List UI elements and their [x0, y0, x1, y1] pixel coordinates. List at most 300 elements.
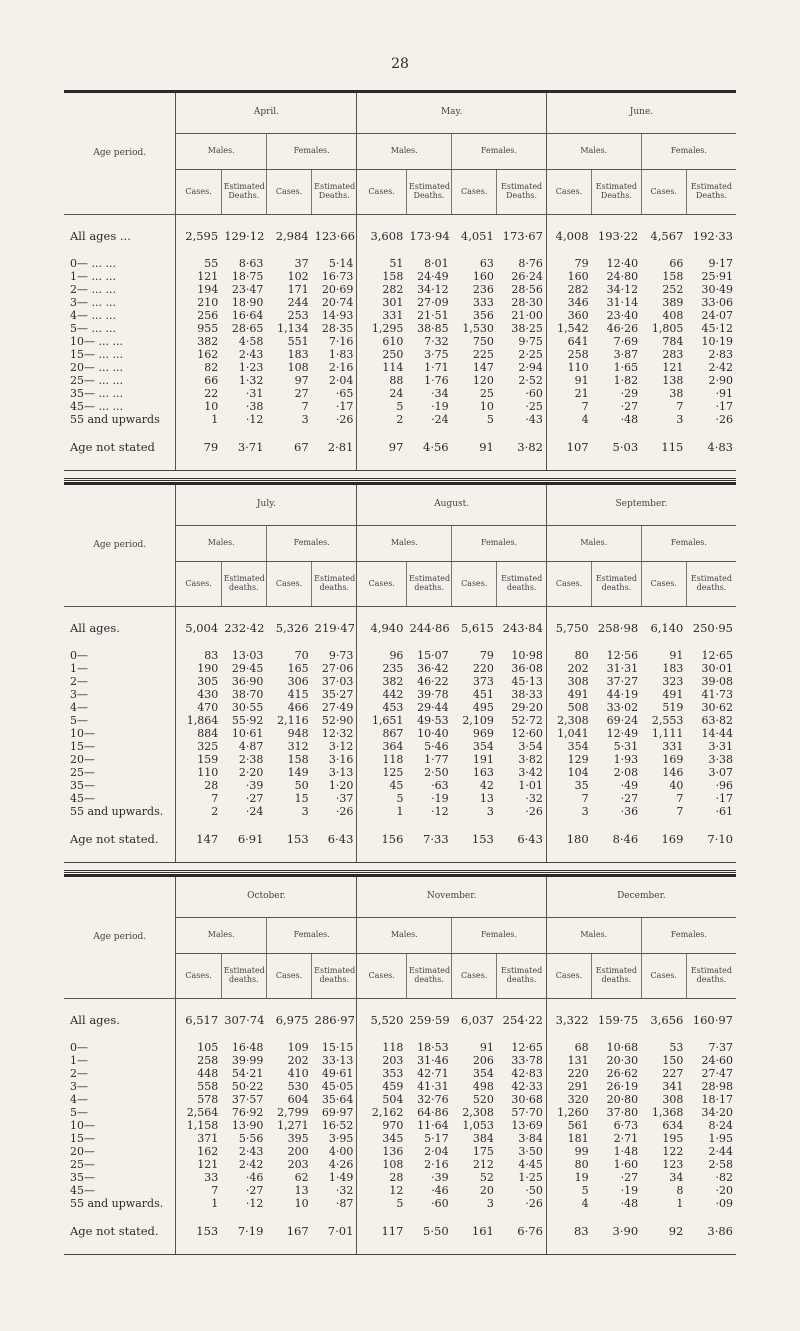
month-header: August. [357, 484, 547, 526]
table-cell: 28·35 [321, 322, 354, 335]
table-cell: 203 [287, 1158, 309, 1171]
table-cell: 105 [176, 1041, 221, 1054]
estimated-deaths-header: Estimated deaths. [406, 954, 451, 999]
table-cell: 202 [546, 662, 591, 675]
table-cell: ·29 [620, 387, 639, 400]
table-cell: 63·82 [701, 714, 733, 727]
table-row [64, 1093, 736, 1106]
table-cell: 45 [357, 779, 407, 792]
table-cell: 125 [357, 766, 407, 779]
table-cell: 1,134 [277, 322, 309, 335]
table-row [64, 257, 736, 270]
month-header: November. [357, 876, 547, 918]
table-cell: ·60 [525, 387, 543, 400]
table-cell: 31·31 [606, 662, 639, 675]
table-cell: 13 [294, 1184, 309, 1197]
table-cell: ·27 [245, 792, 264, 805]
table-cell: 44·19 [606, 688, 639, 701]
table-cell: 20·69 [321, 283, 354, 296]
table-cell: 25 [479, 387, 494, 400]
table-cell: ·50 [525, 1184, 543, 1197]
age-label: 3— [70, 1080, 88, 1093]
table-cell: 6,517 [176, 1011, 221, 1029]
table-row [64, 792, 736, 805]
table-cell: ·96 [715, 779, 733, 792]
table-cell: 183 [287, 348, 309, 361]
table-cell: 6,037 [460, 1012, 494, 1027]
table-cell: 24 [357, 387, 407, 400]
table-cell: 136 [357, 1145, 407, 1158]
table-cell: 33·13 [321, 1054, 354, 1067]
table-cell: 160·97 [692, 1012, 733, 1027]
table-cell: ·61 [715, 805, 733, 818]
table-cell: ·82 [715, 1171, 733, 1184]
table-cell: 325 [176, 740, 221, 753]
table-cell: 121 [176, 1158, 221, 1171]
table-cell: 173·94 [409, 228, 450, 243]
table-row [64, 727, 736, 740]
table-cell: 8·46 [612, 831, 639, 846]
table-cell: 173·67 [502, 228, 543, 243]
table-cell: 91 [479, 1041, 494, 1054]
table-row [64, 374, 736, 387]
table-cell: ·26 [525, 805, 543, 818]
table-cell: 5,326 [275, 620, 309, 635]
table-cell: 10 [294, 1197, 309, 1210]
age-label: 1— [70, 662, 88, 675]
table-cell: 38·25 [511, 322, 543, 335]
table-cell: 382 [176, 335, 221, 348]
table-cell: 2·81 [327, 439, 354, 454]
table-cell: 354 [546, 740, 591, 753]
table-cell: 10·40 [417, 727, 449, 740]
estimated-deaths-header: Estimated Deaths. [406, 170, 451, 215]
age-label: 55 and upwards. [70, 805, 164, 818]
table-cell: 3·13 [328, 766, 354, 779]
table-cell: 8·63 [238, 257, 264, 270]
age-label: 3— [70, 688, 88, 701]
table-row [64, 1197, 736, 1210]
table-cell: ·27 [620, 400, 639, 413]
table-row [64, 1106, 736, 1119]
table-cell: 4·26 [328, 1158, 354, 1171]
table-cell: 54·21 [231, 1067, 264, 1080]
table-cell: ·49 [620, 779, 639, 792]
table-cell: 160 [546, 270, 591, 283]
table-cell: 88 [357, 374, 407, 387]
table-cell: 181 [546, 1132, 591, 1145]
table-cell: 146 [662, 766, 684, 779]
estimated-deaths-header: Estimated Deaths. [686, 170, 736, 215]
table-cell: 4 [546, 413, 591, 426]
age-label: 35— ... ... [70, 387, 123, 400]
table-cell: 384 [472, 1132, 494, 1145]
table-cell: 11·64 [417, 1119, 449, 1132]
table-cell: 79 [479, 649, 494, 662]
table-cell: 8·01 [424, 257, 449, 270]
table-cell: 2,162 [357, 1106, 407, 1119]
table-cell: 2·90 [708, 374, 733, 387]
age-label: 4— [70, 701, 88, 714]
table-cell: 9·17 [708, 257, 733, 270]
table-cell: ·12 [245, 1197, 264, 1210]
table-cell: 41·31 [417, 1080, 449, 1093]
table-cell: 232·42 [224, 620, 265, 635]
table-cell: 4·00 [328, 1145, 354, 1158]
table-cell: 286·97 [314, 1012, 355, 1027]
table-cell: 3 [301, 413, 309, 426]
table-cell: 3·90 [612, 1223, 639, 1238]
table-cell: 2,308 [462, 1106, 494, 1119]
table-cell: 150 [662, 1054, 684, 1067]
age-label: 20— [70, 1145, 95, 1158]
table-cell: ·60 [431, 1197, 449, 1210]
table-cell: 2,553 [651, 714, 684, 727]
table-cell: 160 [472, 270, 494, 283]
cases-header: Cases. [546, 562, 591, 607]
table-cell: 42 [479, 779, 494, 792]
age-label: Age not stated. [70, 831, 159, 846]
table-cell: 26·62 [606, 1067, 639, 1080]
table-cell: 3·50 [518, 1145, 543, 1158]
estimated-deaths-header: Estimated deaths. [497, 562, 547, 607]
table-cell: 3·71 [237, 439, 264, 454]
table-cell: 578 [176, 1093, 221, 1106]
table-cell: 79 [546, 257, 591, 270]
table-cell: 256 [176, 309, 221, 322]
table-cell: 91 [546, 374, 591, 387]
table-cell: 2·04 [328, 374, 354, 387]
table-cell: 3·95 [328, 1132, 354, 1145]
table-cell: 49·53 [417, 714, 449, 727]
age-label: 35— [70, 779, 95, 792]
age-label: 25— ... ... [70, 374, 123, 387]
table-cell: 12·49 [606, 727, 639, 740]
table-cell: 20 [479, 1184, 494, 1197]
table-cell: 2·25 [518, 348, 543, 361]
table-cell: 20·30 [606, 1054, 639, 1067]
table-cell: 470 [176, 701, 221, 714]
month-header: December. [546, 876, 736, 918]
table-cell: 1,368 [651, 1106, 684, 1119]
month-header: September. [546, 484, 736, 526]
table-cell: 410 [287, 1067, 309, 1080]
age-label: All ages ... [70, 228, 131, 243]
table-cell: 354 [472, 1067, 494, 1080]
cases-header: Cases. [266, 170, 311, 215]
mortality-table [64, 482, 736, 863]
table-cell: 333 [472, 296, 494, 309]
table-cell: 360 [546, 309, 591, 322]
table-cell: 2·16 [328, 361, 354, 374]
age-label: 4— [70, 1093, 88, 1106]
table-cell: 131 [546, 1054, 591, 1067]
table-cell: 16·64 [231, 309, 264, 322]
table-cell: ·32 [525, 792, 543, 805]
table-cell: 356 [472, 309, 494, 322]
table-cell: 235 [357, 662, 407, 675]
table-cell: 153 [286, 831, 309, 846]
table-cell: 259·59 [409, 1012, 450, 1027]
table-cell: ·37 [335, 792, 354, 805]
table-cell: 147 [176, 830, 221, 848]
table-cell: 34·12 [606, 283, 639, 296]
table-cell: 784 [662, 335, 684, 348]
estimated-deaths-header: Estimated deaths. [686, 954, 736, 999]
estimated-deaths-header: Estimated deaths. [221, 954, 266, 999]
table-cell: 884 [176, 727, 221, 740]
table-row [64, 438, 736, 456]
table-cell: 18·53 [417, 1041, 449, 1054]
table-cell: 2·38 [238, 753, 264, 766]
table-july-september [64, 482, 736, 863]
table-cell: 3 [546, 805, 591, 818]
table-cell: 194 [176, 283, 221, 296]
table-cell: 3·84 [518, 1132, 543, 1145]
table-cell: 3·54 [518, 740, 543, 753]
table-cell: 14·44 [701, 727, 733, 740]
table-cell: ·24 [245, 805, 264, 818]
males-header: Males. [357, 918, 452, 954]
table-row [64, 361, 736, 374]
mortality-table [64, 90, 736, 471]
table-cell: 82 [176, 361, 221, 374]
age-label: 15— [70, 740, 95, 753]
table-cell: ·46 [431, 1184, 449, 1197]
table-cell: 382 [357, 675, 407, 688]
table-cell: ·12 [245, 413, 264, 426]
age-label: 25— [70, 1158, 95, 1171]
table-cell: 153 [176, 1222, 221, 1240]
table-cell: 415 [287, 688, 309, 701]
table-cell: 129·12 [224, 228, 265, 243]
table-cell: 167 [286, 1223, 309, 1238]
table-cell: 27 [294, 387, 309, 400]
section-divider [64, 870, 736, 873]
table-cell: 2·08 [613, 766, 639, 779]
table-cell: 220 [472, 662, 494, 675]
table-cell: 969 [472, 727, 494, 740]
age-period-header: Age period. [64, 876, 176, 999]
table-cell: 203 [357, 1054, 407, 1067]
age-label: 55 and upwards [70, 413, 160, 426]
females-header: Females. [452, 526, 547, 562]
table-cell: 6·43 [327, 831, 354, 846]
table-cell: 7 [676, 805, 684, 818]
table-cell: 37·57 [231, 1093, 264, 1106]
table-cell: 16·73 [321, 270, 354, 283]
table-cell: 7·19 [237, 1223, 264, 1238]
table-cell: 158 [662, 270, 684, 283]
table-cell: 227 [662, 1067, 684, 1080]
table-cell: 2·44 [708, 1145, 733, 1158]
males-header: Males. [546, 918, 641, 954]
table-cell: 37·27 [606, 675, 639, 688]
table-cell: 1·01 [518, 779, 543, 792]
estimated-deaths-header: Estimated deaths. [221, 562, 266, 607]
table-cell: 15·07 [417, 649, 449, 662]
table-cell: ·27 [620, 792, 639, 805]
table-cell: ·19 [620, 1184, 639, 1197]
table-cell: 1,864 [176, 714, 221, 727]
table-cell: ·32 [335, 1184, 354, 1197]
table-cell: ·87 [335, 1197, 354, 1210]
table-cell: 4,051 [460, 228, 494, 243]
females-header: Females. [641, 526, 736, 562]
table-row [64, 1119, 736, 1132]
table-cell: 459 [357, 1080, 407, 1093]
age-label: 45— ... ... [70, 400, 123, 413]
table-cell: 346 [546, 296, 591, 309]
table-cell: 10·19 [701, 335, 733, 348]
table-cell: 110 [546, 361, 591, 374]
table-cell: 165 [287, 662, 309, 675]
table-cell: 4·87 [238, 740, 264, 753]
cases-header: Cases. [357, 170, 407, 215]
table-cell: 13·90 [231, 1119, 264, 1132]
table-cell: ·36 [620, 805, 639, 818]
males-header: Males. [176, 134, 266, 170]
table-cell: 308 [546, 675, 591, 688]
age-label: 20— [70, 753, 95, 766]
table-cell: 91 [479, 439, 494, 454]
table-row [64, 1080, 736, 1093]
table-cell: 12 [357, 1184, 407, 1197]
table-cell: 250 [357, 348, 407, 361]
table-cell: 45·05 [321, 1080, 354, 1093]
table-cell: 162 [176, 348, 221, 361]
table-cell: 451 [472, 688, 494, 701]
table-cell: 1·48 [613, 1145, 639, 1158]
table-cell: 867 [357, 727, 407, 740]
table-cell: 5·46 [424, 740, 449, 753]
table-cell: 28·65 [231, 322, 264, 335]
age-label: 10— ... ... [70, 335, 123, 348]
table-cell: 39·08 [701, 675, 733, 688]
table-cell: 8·24 [708, 1119, 733, 1132]
cases-header: Cases. [452, 170, 497, 215]
table-row [64, 322, 736, 335]
table-cell: 70 [294, 649, 309, 662]
age-label: 35— [70, 1171, 95, 1184]
table-cell: 1,805 [651, 322, 684, 335]
age-label: 20— ... ... [70, 361, 123, 374]
table-row [64, 1041, 736, 1054]
cases-header: Cases. [546, 170, 591, 215]
table-cell: ·26 [525, 1197, 543, 1210]
table-cell: 129 [546, 753, 591, 766]
table-cell: 161 [471, 1223, 494, 1238]
males-header: Males. [546, 134, 641, 170]
table-cell: 114 [357, 361, 407, 374]
table-cell: 2·58 [708, 1158, 733, 1171]
age-label: 5— ... ... [70, 322, 116, 335]
table-cell: 24·80 [606, 270, 639, 283]
table-cell: 1,651 [357, 714, 407, 727]
table-cell: 29·45 [231, 662, 264, 675]
table-cell: 37·03 [321, 675, 354, 688]
table-cell: 3 [486, 805, 494, 818]
table-cell: 225 [472, 348, 494, 361]
table-cell: 13·69 [511, 1119, 543, 1132]
age-label: 45— [70, 1184, 95, 1197]
table-cell: 258·98 [597, 620, 639, 635]
table-cell: 948 [287, 727, 309, 740]
age-label: 0— [70, 649, 88, 662]
table-cell: 64·86 [417, 1106, 449, 1119]
table-row [64, 348, 736, 361]
table-cell: 258 [546, 348, 591, 361]
table-row [64, 714, 736, 727]
table-cell: 30·55 [231, 701, 264, 714]
table-cell: 498 [472, 1080, 494, 1093]
cases-header: Cases. [641, 954, 686, 999]
table-cell: 30·01 [701, 662, 733, 675]
table-cell: 3,322 [546, 1011, 591, 1029]
table-cell: 27·06 [321, 662, 354, 675]
table-cell: 4·45 [518, 1158, 543, 1171]
table-row [64, 740, 736, 753]
table-cell: 121 [176, 270, 221, 283]
table-cell: 2·43 [238, 348, 264, 361]
table-row [64, 688, 736, 701]
females-header: Females. [266, 918, 356, 954]
table-cell: 1,111 [651, 727, 684, 740]
table-cell: 32·76 [417, 1093, 449, 1106]
table-cell: 2,564 [176, 1106, 221, 1119]
table-october-december [64, 874, 736, 1255]
cases-header: Cases. [176, 562, 221, 607]
table-cell: 30·49 [701, 283, 733, 296]
table-cell: 7·69 [613, 335, 639, 348]
table-cell: 3·42 [518, 766, 543, 779]
table-cell: 33·06 [701, 296, 733, 309]
table-cell: 108 [357, 1158, 407, 1171]
table-cell: ·27 [620, 1171, 639, 1184]
table-cell: 49·61 [321, 1067, 354, 1080]
table-cell: 1,530 [462, 322, 494, 335]
table-cell: 45·12 [701, 322, 733, 335]
table-cell: 109 [287, 1041, 309, 1054]
table-cell: 3·31 [708, 740, 733, 753]
table-cell: 99 [546, 1145, 591, 1158]
table-cell: 34 [669, 1171, 684, 1184]
table-cell: 220 [546, 1067, 591, 1080]
table-cell: 282 [357, 283, 407, 296]
month-header: October. [176, 876, 357, 918]
table-cell: ·48 [620, 1197, 639, 1210]
table-cell: 28·56 [511, 283, 543, 296]
table-row [64, 701, 736, 714]
table-cell: 190 [176, 662, 221, 675]
table-cell: 2·52 [518, 374, 543, 387]
table-cell: 200 [287, 1145, 309, 1158]
table-cell: 3·07 [708, 766, 733, 779]
table-cell: 5 [357, 792, 407, 805]
estimated-deaths-header: Estimated Deaths. [312, 170, 357, 215]
table-cell: 1·20 [328, 779, 354, 792]
table-cell: 29·44 [417, 701, 449, 714]
table-row [64, 309, 736, 322]
table-cell: 1,295 [357, 322, 407, 335]
table-cell: 305 [176, 675, 221, 688]
males-header: Males. [546, 526, 641, 562]
table-row [64, 753, 736, 766]
table-cell: 108 [287, 361, 309, 374]
table-cell: 5·03 [612, 439, 639, 454]
table-row [64, 1067, 736, 1080]
table-cell: 163 [472, 766, 494, 779]
